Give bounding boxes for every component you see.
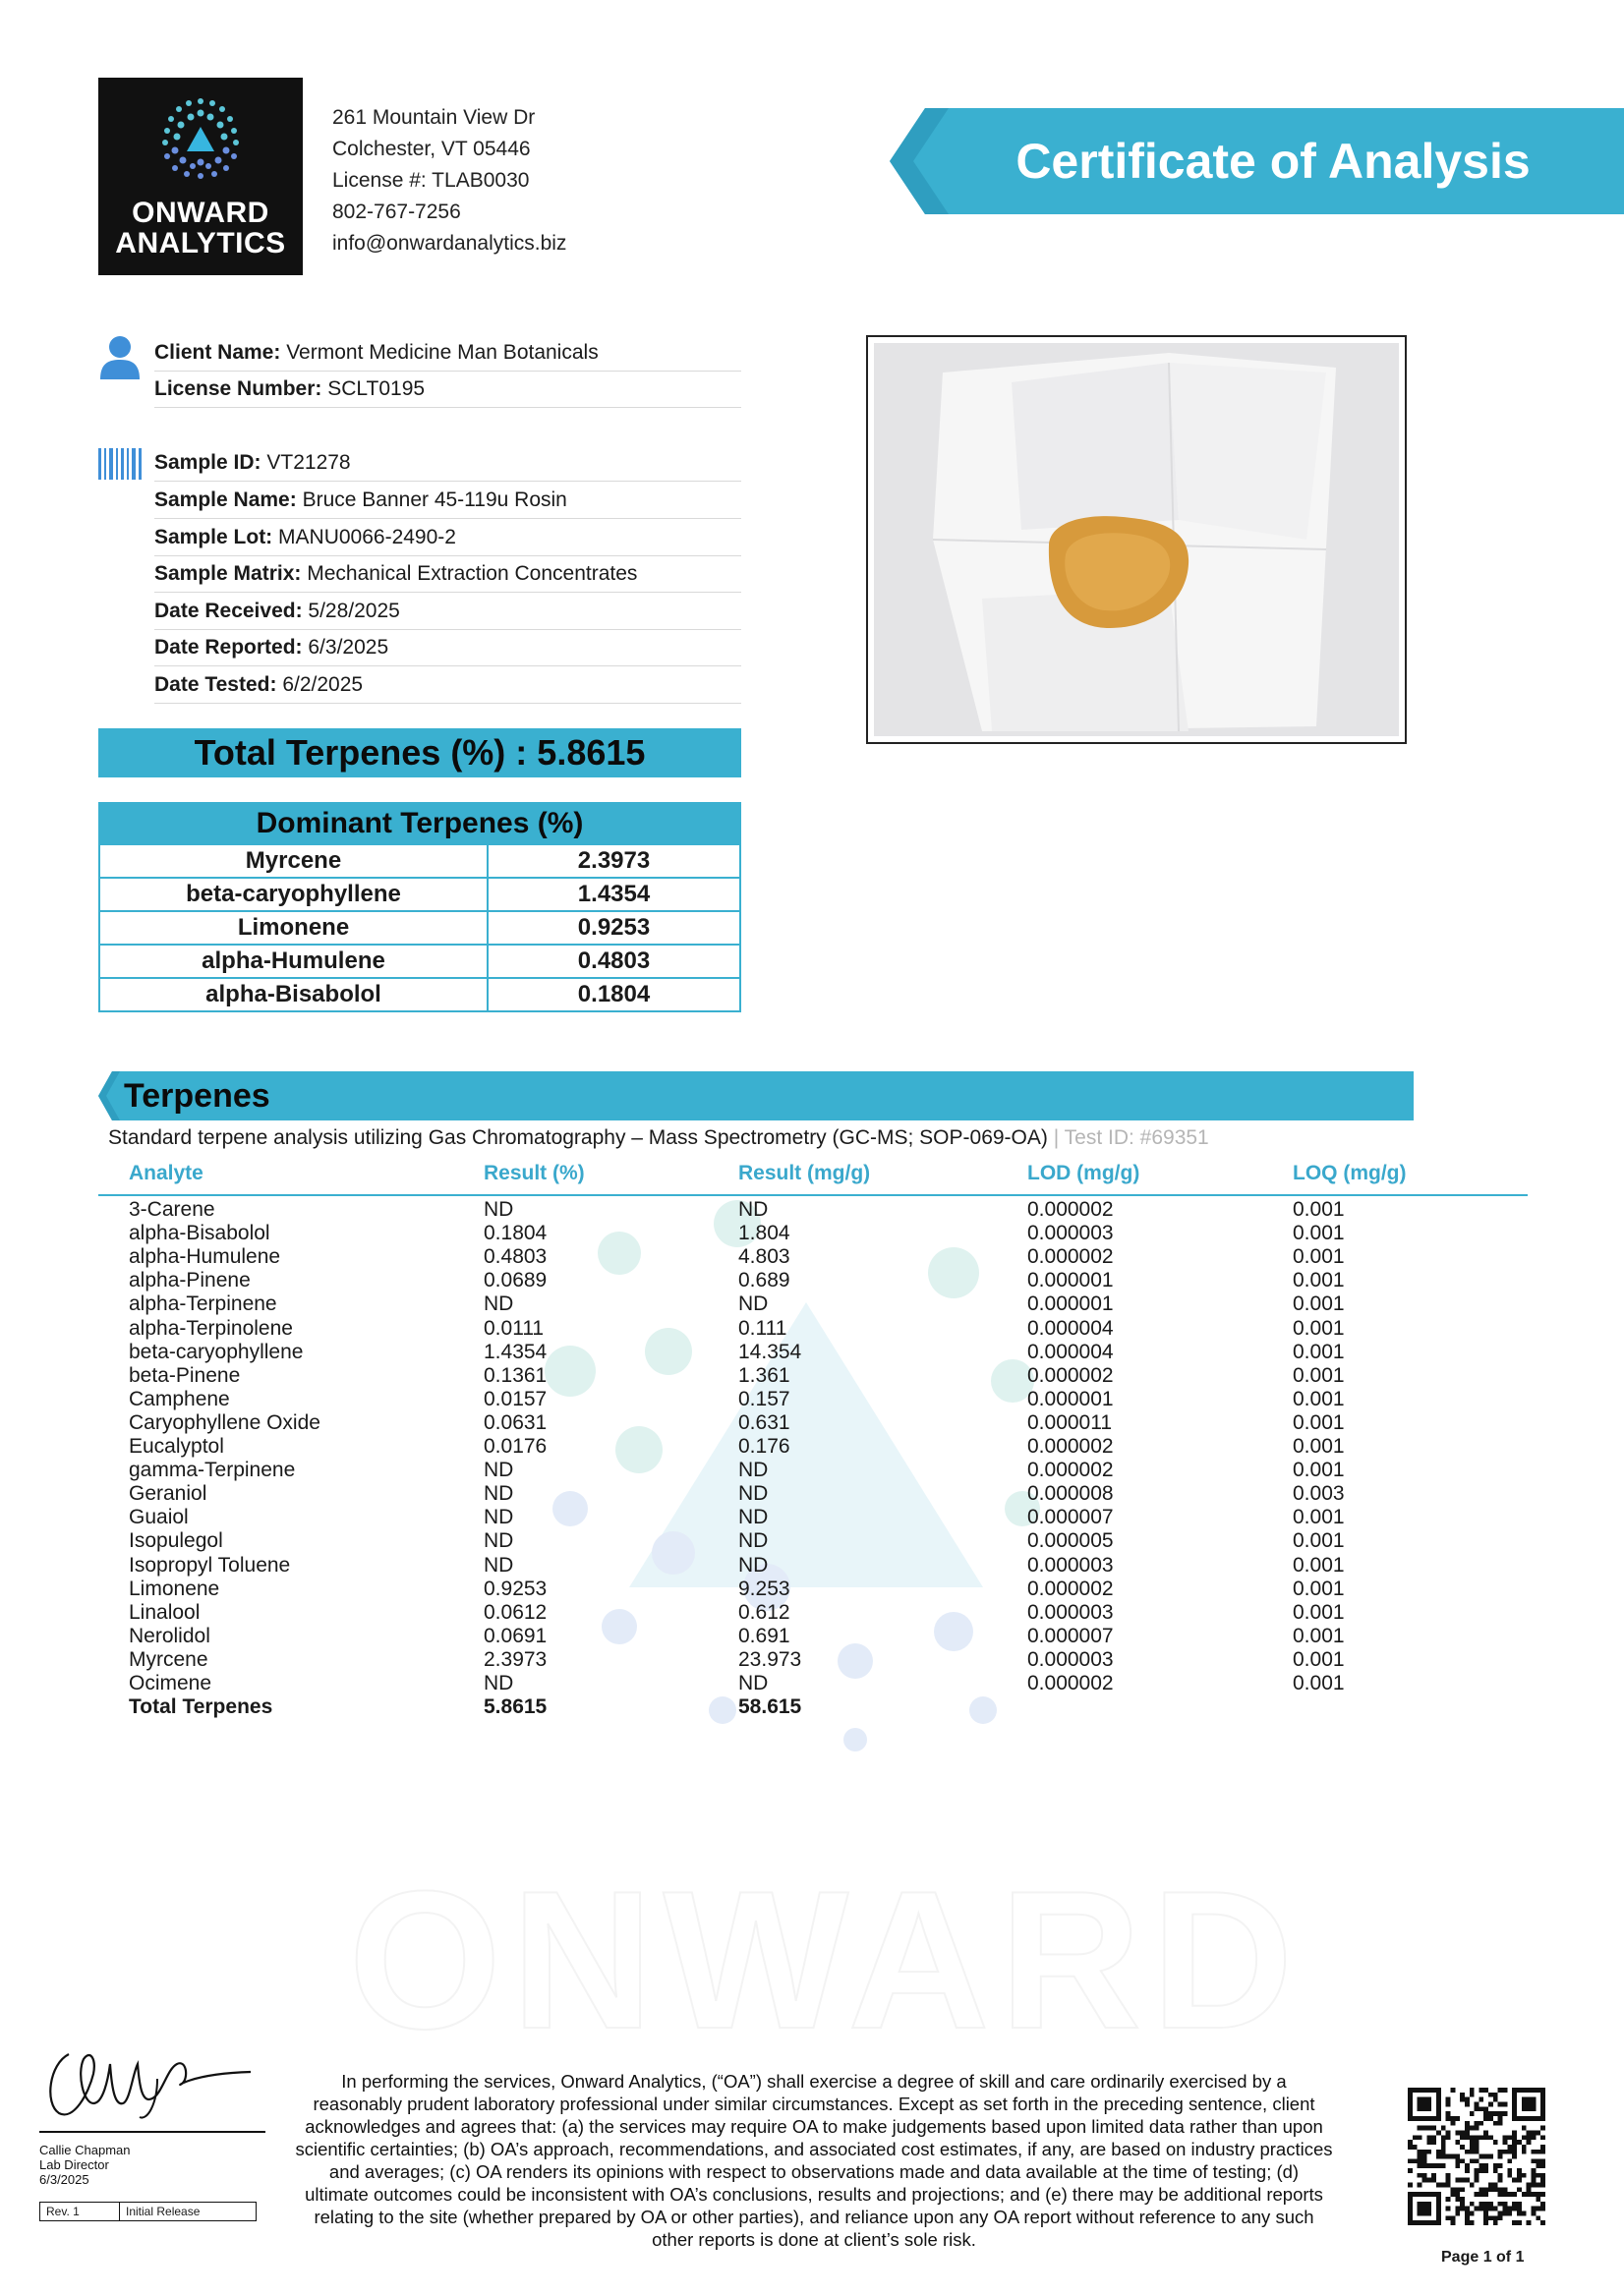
result-pct: ND [484, 1292, 514, 1316]
signer-date: 6/3/2025 [39, 2172, 89, 2187]
analyte-name: Myrcene [129, 1647, 208, 1671]
signature-line [39, 2131, 265, 2133]
result-mg: 0.689 [738, 1269, 790, 1292]
method-text: Standard terpene analysis utilizing Gas Chromatography – Mass Spectrometry (GC-MS; SOP-069-OA) [108, 1126, 1048, 1149]
loq-value: 0.001 [1293, 1363, 1345, 1387]
result-pct: 0.0631 [484, 1410, 548, 1434]
date-reported-row [154, 629, 741, 666]
analyte-name: alpha-Bisabolol [129, 1222, 270, 1245]
person-icon [98, 334, 142, 379]
analyte-name: alpha-Terpinene [129, 1292, 277, 1316]
result-pct: ND [484, 1672, 514, 1694]
revision-note: Initial Release [120, 2203, 257, 2221]
sample-id-value: VT21278 [266, 451, 351, 474]
date-tested-value: 6/2/2025 [282, 673, 364, 696]
sample-matrix-row [154, 555, 741, 593]
total-label: Total Terpenes [129, 1695, 273, 1719]
lod-value: 0.000002 [1027, 1672, 1114, 1694]
loq-value: 0.001 [1293, 1316, 1345, 1340]
sample-lot-value: MANU0066-2490-2 [278, 526, 456, 548]
terpenes-section-banner [98, 1071, 1414, 1120]
loq-value: 0.001 [1293, 1672, 1345, 1694]
loq-value: 0.001 [1293, 1198, 1345, 1221]
dominant-row [99, 878, 740, 911]
result-pct: ND [484, 1506, 514, 1529]
loq-value: 0.001 [1293, 1529, 1345, 1553]
date-received-row [154, 593, 741, 630]
lod-value: 0.000002 [1027, 1577, 1114, 1600]
dominant-row [99, 978, 740, 1011]
lod-value: 0.000002 [1027, 1198, 1114, 1221]
lod-value: 0.000007 [1027, 1506, 1114, 1529]
result-pct: 0.0176 [484, 1435, 548, 1458]
lod-value: 0.000007 [1027, 1624, 1114, 1647]
dominant-terpenes-table [98, 802, 741, 1012]
client-name-row [154, 334, 741, 372]
lod-value: 0.000004 [1027, 1316, 1114, 1340]
result-mg: ND [738, 1482, 769, 1506]
lod-value: 0.000011 [1027, 1410, 1113, 1434]
lod-value: 0.000002 [1027, 1459, 1114, 1482]
terpenes-title: Terpenes [124, 1077, 270, 1115]
sample-lot-label: Sample Lot: [154, 526, 273, 548]
logo-line-1: ONWARD [132, 197, 269, 229]
loq-value: 0.001 [1293, 1624, 1345, 1647]
signer-block [39, 2143, 131, 2187]
sample-matrix-value: Mechanical Extraction Concentrates [307, 562, 638, 585]
analyte-name: Eucalyptol [129, 1435, 224, 1458]
loq-value: 0.001 [1293, 1600, 1345, 1624]
lod-value: 0.000005 [1027, 1529, 1114, 1553]
analyte-name: beta-Pinene [129, 1363, 241, 1387]
logo-line-2: ANALYTICS [115, 227, 286, 259]
result-mg: ND [738, 1198, 769, 1221]
result-pct: 0.4803 [484, 1245, 548, 1269]
result-mg: 14.354 [738, 1340, 802, 1363]
date-tested-label: Date Tested: [154, 673, 277, 696]
result-mg: ND [738, 1672, 769, 1694]
analyte-name: beta-caryophyllene [129, 1340, 304, 1363]
analyte-name: Nerolidol [129, 1624, 210, 1647]
analyte-name: Linalool [129, 1600, 201, 1624]
loq-value: 0.001 [1293, 1387, 1345, 1410]
date-received-value: 5/28/2025 [308, 600, 400, 622]
dominant-row [99, 911, 740, 945]
result-pct: 0.1804 [484, 1222, 548, 1245]
lod-value: 0.000002 [1027, 1435, 1114, 1458]
result-mg: 23.973 [738, 1647, 802, 1671]
dominant-value: 2.3973 [488, 844, 740, 878]
result-pct: ND [484, 1553, 514, 1577]
dominant-value: 0.1804 [488, 978, 740, 1011]
loq-value: 0.001 [1293, 1269, 1345, 1292]
lod-value: 0.000004 [1027, 1340, 1114, 1363]
col-header-analyte: Analyte [129, 1162, 203, 1184]
result-mg: 0.111 [738, 1316, 787, 1340]
result-mg: 4.803 [738, 1245, 790, 1269]
test-id: | Test ID: #69351 [1047, 1126, 1209, 1149]
dominant-name: beta-caryophyllene [99, 878, 488, 911]
lod-value: 0.000003 [1027, 1222, 1114, 1245]
analyte-name: alpha-Humulene [129, 1245, 281, 1269]
loq-value: 0.001 [1293, 1410, 1345, 1434]
lod-value: 0.000003 [1027, 1600, 1114, 1624]
sample-photo [866, 335, 1407, 744]
result-mg: ND [738, 1459, 769, 1482]
col-header-result-mg: Result (mg/g) [738, 1162, 871, 1184]
signature-image [39, 2035, 256, 2123]
analyte-name: Guaiol [129, 1506, 189, 1529]
lab-address-line2: Colchester, VT 05446 [332, 138, 531, 160]
client-license-row [154, 371, 741, 408]
analyte-name: Limonene [129, 1577, 220, 1600]
method-description [108, 1126, 1209, 1150]
total-mg: 58.615 [738, 1695, 802, 1719]
header-divider [98, 1194, 1528, 1196]
analyte-name: Ocimene [129, 1672, 212, 1694]
dominant-value: 1.4354 [488, 878, 740, 911]
page-number: Page 1 of 1 [1441, 2249, 1525, 2266]
watermark-text: ONWARD [348, 1851, 1304, 2070]
result-mg: ND [738, 1506, 769, 1529]
dominant-name: alpha-Humulene [99, 945, 488, 978]
result-mg: 0.691 [738, 1624, 790, 1647]
sample-name-label: Sample Name: [154, 488, 297, 511]
dominant-value: 0.9253 [488, 911, 740, 945]
lab-email: info@onwardanalytics.biz [332, 232, 567, 255]
client-license-label: License Number: [154, 377, 322, 400]
result-mg: 9.253 [738, 1577, 790, 1600]
client-license-value: SCLT0195 [327, 377, 426, 400]
sample-lot-row [154, 519, 741, 556]
analyte-name: Geraniol [129, 1482, 207, 1506]
date-received-label: Date Received: [154, 600, 303, 622]
dominant-row [99, 844, 740, 878]
dominant-name: alpha-Bisabolol [99, 978, 488, 1011]
loq-value: 0.001 [1293, 1245, 1345, 1269]
lab-phone: 802-767-7256 [332, 201, 461, 223]
signer-name: Callie Chapman [39, 2143, 131, 2157]
lod-value: 0.000001 [1027, 1387, 1114, 1410]
dominant-name: Limonene [99, 911, 488, 945]
result-mg: 0.631 [738, 1410, 790, 1434]
qr-code-icon[interactable] [1408, 2088, 1545, 2225]
result-mg: ND [738, 1292, 769, 1316]
loq-value: 0.001 [1293, 1553, 1345, 1577]
document-title: Certificate of Analysis [1015, 134, 1531, 189]
analyte-name: Isopulegol [129, 1529, 223, 1553]
result-pct: ND [484, 1482, 514, 1506]
result-mg: ND [738, 1553, 769, 1577]
logo-dots-icon [149, 95, 252, 194]
analyte-name: Caryophyllene Oxide [129, 1410, 320, 1434]
analyte-name: alpha-Pinene [129, 1269, 251, 1292]
barcode-icon [98, 448, 144, 480]
lab-contact-block [332, 102, 566, 259]
result-pct: 0.9253 [484, 1577, 548, 1600]
result-pct: 0.0111 [484, 1316, 545, 1340]
loq-value: 0.001 [1293, 1435, 1345, 1458]
result-pct: 2.3973 [484, 1647, 548, 1671]
lod-value: 0.000001 [1027, 1269, 1114, 1292]
lod-value: 0.000002 [1027, 1363, 1114, 1387]
dominant-terpenes-title: Dominant Terpenes (%) [99, 803, 740, 844]
result-pct: ND [484, 1198, 514, 1221]
lab-address-line1: 261 Mountain View Dr [332, 106, 536, 129]
banner-arrow-shape [98, 1071, 1414, 1120]
legal-disclaimer: In performing the services, Onward Analytics, (“OA”) shall exercise a degree of skill and care ordinarily exercised by a reasonably prudent laboratory professional under similar circumstances. Except as set forth in the preceding sentence, client acknowledges and agrees that: (a) the services may require OA to make judgements based upon limited data rather than upon scientific certainties; (b) OA’s approach, recommendations, and associated cost estimates, if any, are based on industry practices and averages; (c) OA renders its opinions with respect to observations made and data available at the time of testing; (d) ultimate outcomes could be inconsistent with OA’s conclusions, results and projections; and (e) there may be additional reports relating to the site (whether prepared by OA or other parties), and reliance upon any OA report without reference to any such other reports is done at client’s sole risk. [295, 2071, 1333, 2250]
total-pct: 5.8615 [484, 1695, 548, 1719]
loq-value: 0.001 [1293, 1222, 1345, 1245]
result-pct: 1.4354 [484, 1340, 548, 1363]
date-reported-value: 6/3/2025 [308, 636, 389, 659]
result-mg: 0.157 [738, 1387, 790, 1410]
signer-title: Lab Director [39, 2157, 109, 2172]
result-mg: 1.361 [738, 1363, 790, 1387]
loq-value: 0.001 [1293, 1506, 1345, 1529]
analyte-name: Camphene [129, 1387, 230, 1410]
analyte-name: gamma-Terpinene [129, 1459, 296, 1482]
sample-photo-image [874, 343, 1399, 736]
lab-logo [98, 78, 303, 275]
result-mg: 1.804 [738, 1222, 790, 1245]
client-name-label: Client Name: [154, 341, 281, 364]
result-pct: 0.0691 [484, 1624, 548, 1647]
total-terpenes-banner: Total Terpenes (%) : 5.8615 [98, 728, 741, 777]
col-header-result-pct: Result (%) [484, 1162, 585, 1184]
analyte-name: 3-Carene [129, 1198, 215, 1221]
sample-name-row [154, 482, 741, 519]
lod-value: 0.000008 [1027, 1482, 1114, 1506]
client-name-value: Vermont Medicine Man Botanicals [286, 341, 599, 364]
sample-name-value: Bruce Banner 45-119u Rosin [302, 488, 567, 511]
coa-banner [890, 108, 1624, 214]
dominant-name: Myrcene [99, 844, 488, 878]
result-pct: ND [484, 1529, 514, 1553]
col-header-loq: LOQ (mg/g) [1293, 1162, 1407, 1184]
lod-value: 0.000003 [1027, 1647, 1114, 1671]
result-pct: 0.0689 [484, 1269, 548, 1292]
result-mg: 0.176 [738, 1435, 790, 1458]
result-mg: ND [738, 1529, 769, 1553]
loq-value: 0.001 [1293, 1292, 1345, 1316]
result-pct: 0.0157 [484, 1387, 548, 1410]
col-header-lod: LOD (mg/g) [1027, 1162, 1140, 1184]
dominant-value: 0.4803 [488, 945, 740, 978]
sample-matrix-label: Sample Matrix: [154, 562, 302, 585]
lab-license: License #: TLAB0030 [332, 169, 530, 192]
sample-id-row [154, 444, 741, 482]
lod-value: 0.000003 [1027, 1553, 1114, 1577]
loq-value: 0.003 [1293, 1482, 1345, 1506]
analyte-name: alpha-Terpinolene [129, 1316, 293, 1340]
sample-id-label: Sample ID: [154, 451, 261, 474]
loq-value: 0.001 [1293, 1647, 1345, 1671]
date-tested-row [154, 666, 741, 704]
revision-number: Rev. 1 [40, 2203, 120, 2221]
result-pct: ND [484, 1459, 514, 1482]
result-pct: 0.0612 [484, 1600, 548, 1624]
lod-value: 0.000001 [1027, 1292, 1114, 1316]
date-reported-label: Date Reported: [154, 636, 303, 659]
lod-value: 0.000002 [1027, 1245, 1114, 1269]
loq-value: 0.001 [1293, 1577, 1345, 1600]
revision-table [39, 2202, 257, 2221]
analyte-name: Isopropyl Toluene [129, 1553, 291, 1577]
result-pct: 0.1361 [484, 1363, 548, 1387]
result-mg: 0.612 [738, 1600, 790, 1624]
loq-value: 0.001 [1293, 1459, 1345, 1482]
dominant-row [99, 945, 740, 978]
loq-value: 0.001 [1293, 1340, 1345, 1363]
